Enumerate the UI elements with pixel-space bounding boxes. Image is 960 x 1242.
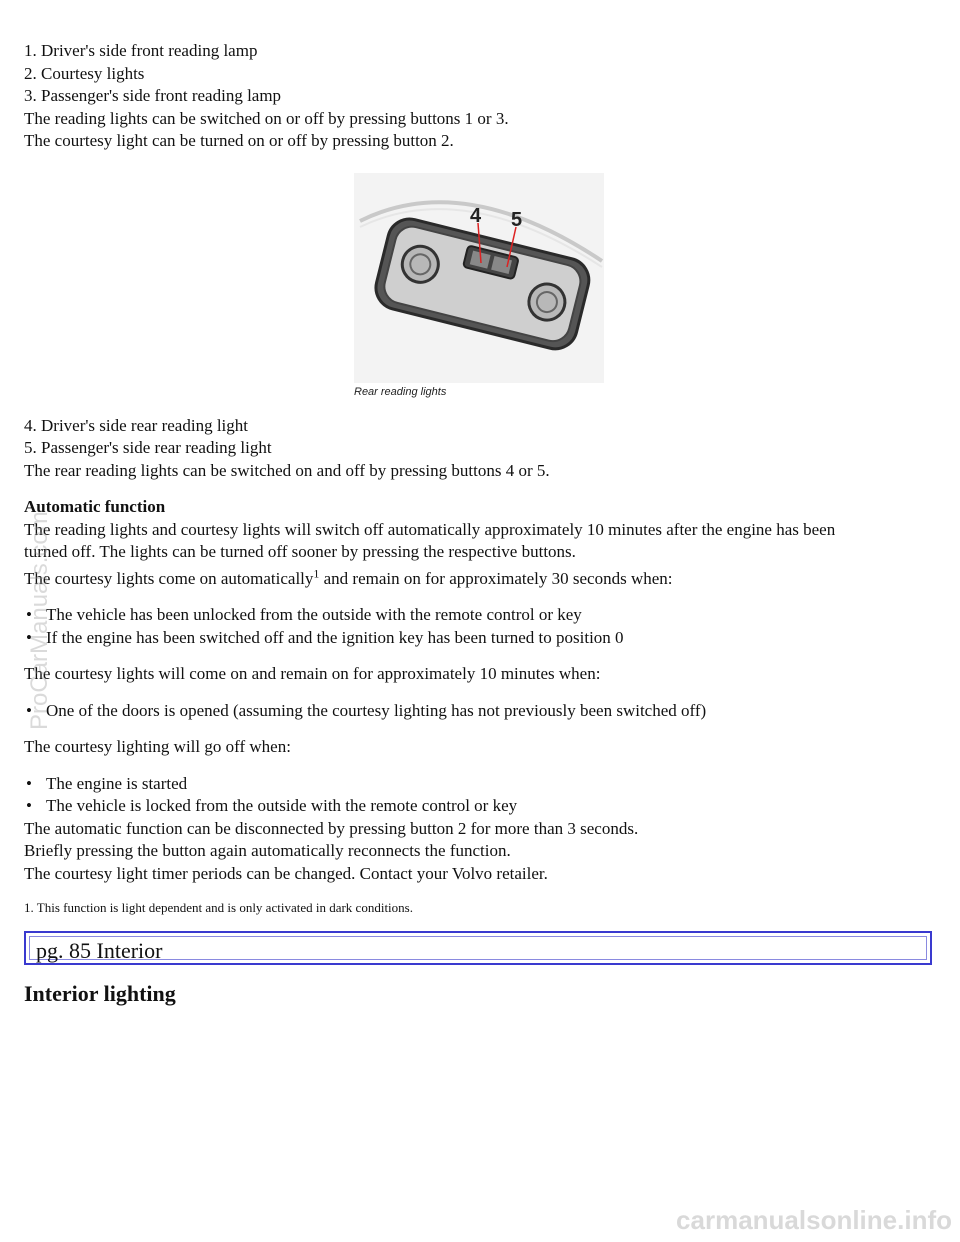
intro-line: 3. Passenger's side front reading lamp — [24, 86, 282, 105]
callout-5: 5 — [511, 208, 523, 231]
closing-line: The courtesy light timer periods can be changed. Contact your Volvo retailer. — [24, 863, 548, 883]
rear-lights-block — [24, 415, 936, 483]
intro-line: 1. Driver's side front reading lamp — [24, 41, 258, 60]
rear-line: 4. Driver's side rear reading light — [24, 415, 248, 435]
bottom-watermark: carmanualsonline.info — [676, 1205, 952, 1235]
closing-line: The automatic function can be disconnected by pressing button 2 for more than 3 seconds. — [24, 818, 639, 838]
automatic-on-text: and remain on for approximately 30 seconds when: — [319, 568, 673, 588]
unlock-conditions-list — [24, 604, 936, 649]
automatic-on-paragraph — [24, 565, 936, 591]
automatic-paragraph: turned off. The lights can be turned off sooner by pressing the respective buttons. — [24, 542, 576, 561]
list-item: • One of the doors is opened (assuming the courtesy lighting has not previously been switched off) — [24, 700, 936, 723]
rear-line: 5. Passenger's side rear reading light — [24, 438, 272, 457]
list-item: • The engine is started — [24, 773, 936, 796]
rear-reading-lights-illustration — [354, 173, 604, 383]
list-item: • The vehicle has been unlocked from the outside with the remote control or key — [24, 604, 936, 627]
intro-block — [24, 40, 936, 153]
callout-4: 4 — [470, 204, 482, 227]
intro-line: 2. Courtesy lights — [24, 63, 145, 83]
intro-line: The courtesy light can be turned on or off by pressing button 2. — [24, 131, 454, 150]
go-off-paragraph: The courtesy lighting will go off when: — [24, 737, 291, 756]
section-title: Interior lighting — [24, 981, 176, 1006]
page-header-box — [24, 931, 932, 965]
rear-reading-lights-figure — [354, 173, 604, 405]
page-content — [24, 40, 936, 1007]
side-watermark: ProCarManuals.com — [26, 511, 53, 730]
automatic-on-text: The courtesy lights come on automatically — [24, 568, 314, 588]
list-item: • If the engine has been switched off and the ignition key has been turned to position 0 — [24, 627, 936, 650]
intro-line: The reading lights can be switched on or off by pressing buttons 1 or 3. — [24, 108, 509, 128]
page-header: pg. 85 Interior — [36, 938, 163, 963]
figure-caption: Rear reading lights — [354, 385, 447, 398]
off-conditions-list — [24, 773, 936, 818]
footnote: 1. This function is light dependent and is only activated in dark conditions. — [24, 900, 413, 915]
door-conditions-list — [24, 700, 936, 723]
closing-line: Briefly pressing the button again automatically reconnects the function. — [24, 841, 511, 860]
footnote-marker: 1 — [313, 565, 320, 580]
rear-line: The rear reading lights can be switched on and off by pressing buttons 4 or 5. — [24, 460, 550, 480]
automatic-paragraph: The reading lights and courtesy lights will switch off automatically approximately 10 minutes after the engine has been — [24, 519, 836, 539]
ten-minute-paragraph: The courtesy lights will come on and remain on for approximately 10 minutes when: — [24, 664, 601, 683]
list-item: • The vehicle is locked from the outside with the remote control or key — [24, 795, 936, 818]
automatic-function-heading: Automatic function — [24, 497, 166, 516]
